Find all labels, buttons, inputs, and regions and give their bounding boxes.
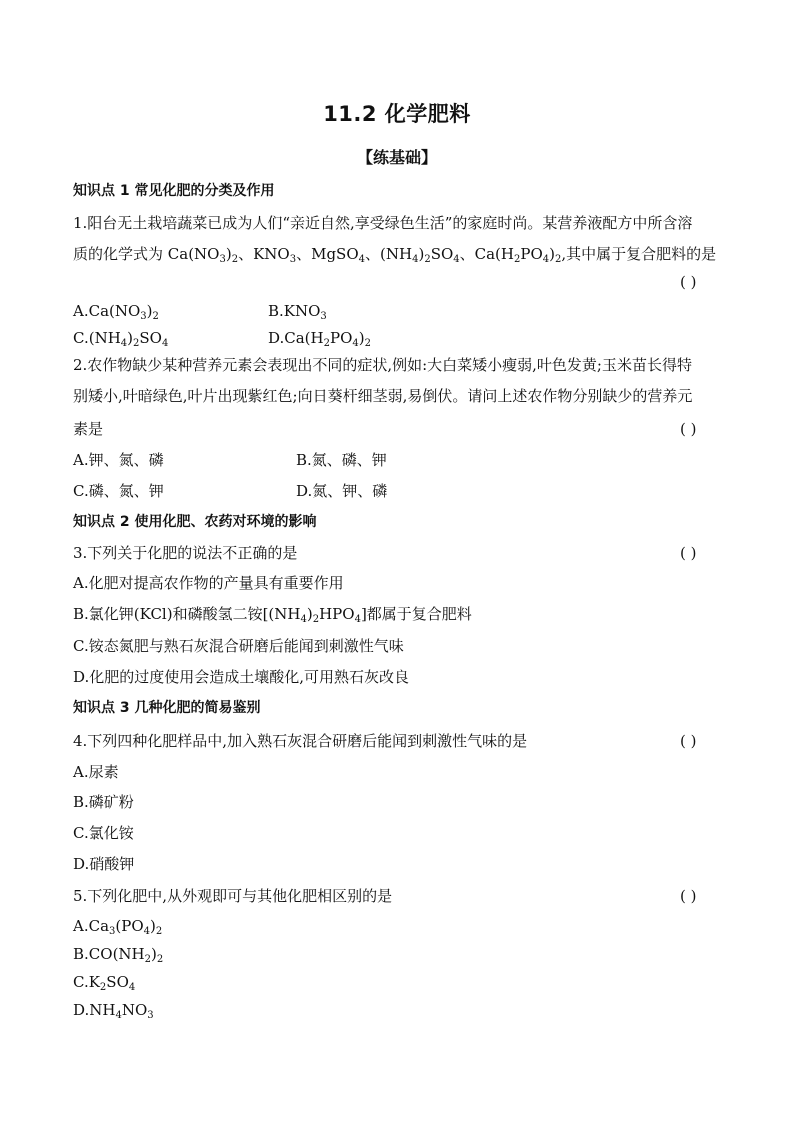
question-1-option-b[interactable]: $B.KNO_3$: [268, 302, 327, 322]
question-4-option-c[interactable]: C.氯化铵: [73, 824, 134, 842]
question-1-stem-line2: 质的化学式为 $Ca(NO_3)_2$、$KNO_3$、MgSO$_4$、$(NH_4)_2SO_4$、$Ca(H_2PO_4)_2$,其中属于复合肥料的是: [73, 245, 717, 265]
question-3-stem: 3.下列关于化肥的说法不正确的是: [73, 544, 298, 562]
question-2-option-a[interactable]: A.钾、氮、磷: [73, 451, 164, 469]
question-2-stem-line1: 2.农作物缺少某种营养元素会表现出不同的症状,例如:大白菜矮小瘦弱,叶色发黄;玉米苗长得特: [73, 356, 692, 374]
knowledge-point-1-heading: 知识点 1 常见化肥的分类及作用: [73, 183, 275, 199]
question-5-option-d[interactable]: $D.NH_4NO_3$: [73, 1001, 154, 1021]
question-1-option-c[interactable]: $C.(NH_4)_2SO_4$: [73, 329, 169, 349]
question-3-option-d[interactable]: D.化肥的过度使用会造成土壤酸化,可用熟石灰改良: [73, 668, 410, 686]
question-2-option-d[interactable]: D.氮、钾、磷: [296, 482, 388, 500]
page-title: 11.2 化学肥料: [323, 102, 471, 126]
question-4-option-b[interactable]: B.磷矿粉: [73, 793, 134, 811]
question-5-option-b[interactable]: $B.CO(NH_2)_2$: [73, 945, 164, 965]
question-2-option-b[interactable]: B.氮、磷、钾: [296, 451, 387, 469]
knowledge-point-2-heading: 知识点 2 使用化肥、农药对环境的影响: [73, 514, 317, 530]
question-3-option-a[interactable]: A.化肥对提高农作物的产量具有重要作用: [73, 574, 344, 592]
question-5-option-c[interactable]: $C.K_2SO_4$: [73, 973, 136, 993]
question-4-stem: 4.下列四种化肥样品中,加入熟石灰混合研磨后能闻到刺激性气味的是: [73, 732, 528, 750]
question-1-option-a[interactable]: $A.Ca(NO_3)_2$: [73, 302, 159, 322]
question-3-option-b[interactable]: B.氯化钾(KCl)和磷酸氢二铵$[(NH_4)_2HPO_4]$都属于复合肥料: [73, 605, 472, 625]
question-4-option-a[interactable]: A.尿素: [73, 763, 119, 781]
question-2-stem-line2: 别矮小,叶暗绿色,叶片出现紫红色;向日葵杆细茎弱,易倒伏。请问上述农作物分别缺少的营养元: [73, 387, 693, 405]
question-5-stem: 5.下列化肥中,从外观即可与其他化肥相区别的是: [73, 887, 393, 905]
question-1-option-d[interactable]: $D.Ca(H_2PO_4)_2$: [268, 329, 371, 349]
question-2-stem-line3: 素是: [73, 420, 104, 438]
question-1-stem-line1: 1.阳台无土栽培蔬菜已成为人们“亲近自然,享受绿色生活”的家庭时尚。某营养液配方中所含溶: [73, 214, 693, 232]
question-3-option-c[interactable]: C.铵态氮肥与熟石灰混合研磨后能闻到刺激性气味: [73, 637, 404, 655]
question-4-answer-blank[interactable]: ( ): [680, 732, 697, 750]
question-1-answer-blank[interactable]: ( ): [680, 273, 697, 291]
question-5-option-a[interactable]: $A.Ca_3(PO_4)_2$: [73, 917, 163, 937]
question-2-option-c[interactable]: C.磷、氮、钾: [73, 482, 164, 500]
question-2-answer-blank[interactable]: ( ): [680, 420, 697, 438]
section-subtitle: 【练基础】: [356, 148, 437, 167]
question-4-option-d[interactable]: D.硝酸钾: [73, 855, 135, 873]
knowledge-point-3-heading: 知识点 3 几种化肥的简易鉴别: [73, 700, 261, 716]
question-3-answer-blank[interactable]: ( ): [680, 544, 697, 562]
question-5-answer-blank[interactable]: ( ): [680, 887, 697, 905]
